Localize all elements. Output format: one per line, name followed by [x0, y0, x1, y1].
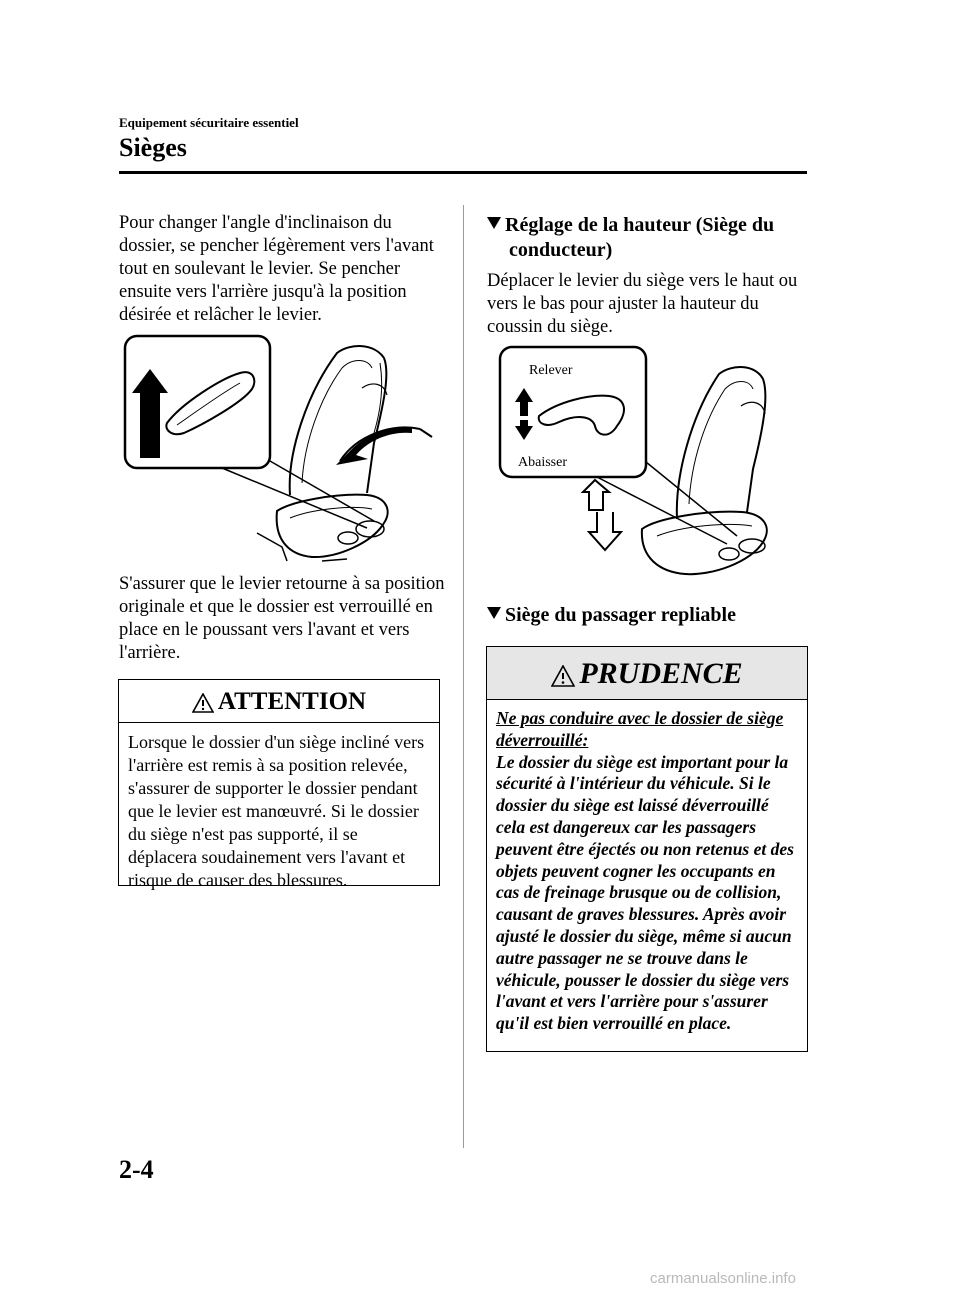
page-number: 2-4	[119, 1155, 154, 1184]
prudence-title: PRUDENCE	[579, 657, 743, 690]
attention-text: Lorsque le dossier d'un siège incliné vers l'arrière est remis à sa position relevée, s'assurer de supporter le dossier pendant que le levier est manœuvré. Si le dossier du siège n'est pas supporté, il se déplacera soudainement vers l'avant et risque de causer des blessures.	[128, 732, 425, 890]
prudence-header	[487, 647, 807, 700]
attention-header	[119, 680, 439, 723]
warning-icon	[192, 693, 214, 713]
height-adjust-instructions: Déplacer le levier du siège vers le haut ou vers le bas pour ajuster la hauteur du coussin du siège.	[487, 271, 798, 337]
warning-icon	[551, 665, 575, 687]
lock-check-instructions: S'assurer que le levier retourne à sa position originale et que le dossier est verrouillé en place en le poussant vers l'avant et vers l'arrière.	[119, 574, 445, 663]
attention-title: ATTENTION	[217, 688, 367, 715]
page-title: Sièges	[119, 133, 187, 162]
section-label: Equipement sécuritaire essentiel	[119, 115, 299, 130]
raise-label: Relever	[529, 363, 573, 378]
prudence-text: Le dossier du siège est important pour la sécurité à l'intérieur du véhicule. Si le dossier du siège est laissé déverrouillé cela est dangereux car les passagers peuvent être éjectés ou non retenus et des objets peuvent cogner les occupants en cas de freinage brusque ou de collision, causant de graves blessures. Après avoir ajusté le dossier du siège, même si aucun autre passager ne se trouve dans le véhicule, pousser le dossier du siège vers l'avant et vers l'arrière pour s'assurer qu'il est bien verrouillé en place.	[496, 751, 794, 1034]
recline-lever-illustration	[122, 333, 442, 565]
triangle-bullet-icon	[487, 607, 501, 619]
prudence-body	[487, 700, 807, 1035]
prudence-lead: Ne pas conduire avec le dossier de siège déverrouillé:	[496, 708, 784, 750]
column-divider	[463, 205, 464, 1148]
folding-seat-heading: Siège du passager repliable	[487, 603, 807, 628]
triangle-bullet-icon	[487, 217, 501, 229]
recline-instructions: Pour changer l'angle d'inclinaison du dossier, se pencher légèrement vers l'avant tout en soulevant le levier. Se pencher ensuite vers l'arrière jusqu'à la position désirée et relâcher le levier.	[119, 213, 434, 325]
header-divider	[119, 171, 807, 174]
watermark: carmanualsonline.info	[650, 1270, 796, 1287]
height-adjust-heading: Réglage de la hauteur (Siège du conducteur)	[487, 213, 807, 263]
prudence-box	[486, 646, 808, 1052]
lower-label: Abaisser	[518, 455, 567, 470]
attention-box	[118, 679, 440, 890]
